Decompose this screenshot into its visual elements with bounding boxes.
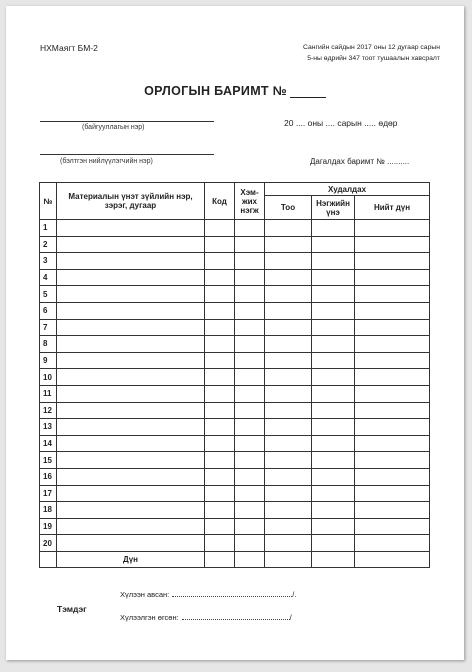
- material-cell[interactable]: [57, 452, 205, 469]
- delivered-end: /: [289, 613, 292, 622]
- total-price-cell[interactable]: [355, 336, 430, 353]
- row-number: 1: [40, 220, 57, 237]
- unit-price-cell[interactable]: [312, 435, 355, 452]
- unit-price-cell[interactable]: [312, 253, 355, 270]
- unit-cell[interactable]: [235, 485, 265, 502]
- code-cell[interactable]: [205, 468, 235, 485]
- unit-cell[interactable]: [235, 302, 265, 319]
- received-signature: [120, 589, 296, 599]
- total-price-cell[interactable]: [355, 319, 430, 336]
- row-number: 14: [40, 435, 57, 452]
- total-unit-cell[interactable]: [235, 551, 265, 567]
- code-cell[interactable]: [205, 369, 235, 386]
- row-number: 4: [40, 269, 57, 286]
- total-price-cell[interactable]: [355, 468, 430, 485]
- table-row: [40, 220, 430, 237]
- table-row: [40, 286, 430, 303]
- total-price-cell[interactable]: [355, 220, 430, 237]
- qty-cell[interactable]: [265, 402, 312, 419]
- qty-cell[interactable]: [265, 452, 312, 469]
- row-number: 15: [40, 452, 57, 469]
- table-row: [40, 236, 430, 253]
- supplier-caption: (бэлтгэн нийлүүлэгчийн нэр): [60, 158, 153, 165]
- total-code-cell[interactable]: [205, 551, 235, 567]
- total-price-cell[interactable]: [355, 535, 430, 552]
- code-cell[interactable]: [205, 286, 235, 303]
- code-cell[interactable]: [205, 220, 235, 237]
- date-line: 20 .... оны .... сарын ..... өдөр: [284, 118, 398, 128]
- unit-price-cell[interactable]: [312, 402, 355, 419]
- qty-cell[interactable]: [265, 302, 312, 319]
- unit-price-cell[interactable]: [312, 336, 355, 353]
- row-number: 16: [40, 468, 57, 485]
- approval-note: [303, 42, 440, 64]
- col-header-material: Материалын үнэт зүйлийн нэр, зэрэг, дугаар: [57, 183, 205, 220]
- unit-price-cell[interactable]: [312, 220, 355, 237]
- code-cell[interactable]: [205, 302, 235, 319]
- org-caption: (байгууллагын нэр): [82, 124, 145, 131]
- delivered-signature-field[interactable]: [182, 612, 290, 620]
- code-cell[interactable]: [205, 502, 235, 519]
- row-number: 17: [40, 485, 57, 502]
- unit-price-cell[interactable]: [312, 385, 355, 402]
- total-qty-cell[interactable]: [265, 551, 312, 567]
- material-cell[interactable]: [57, 336, 205, 353]
- table-row: [40, 385, 430, 402]
- row-number: 13: [40, 419, 57, 436]
- material-cell[interactable]: [57, 385, 205, 402]
- table-row: [40, 435, 430, 452]
- unit-cell[interactable]: [235, 269, 265, 286]
- row-number: 12: [40, 402, 57, 419]
- row-number: 18: [40, 502, 57, 519]
- qty-cell[interactable]: [265, 502, 312, 519]
- row-number: 11: [40, 385, 57, 402]
- material-cell[interactable]: [57, 269, 205, 286]
- title-text: ОРЛОГЫН БАРИМТ №: [144, 84, 287, 98]
- material-cell[interactable]: [57, 535, 205, 552]
- total-price-cell[interactable]: [355, 518, 430, 535]
- unit-cell[interactable]: [235, 236, 265, 253]
- code-cell[interactable]: [205, 485, 235, 502]
- qty-cell[interactable]: [265, 352, 312, 369]
- total-price-cell[interactable]: [355, 352, 430, 369]
- form-page: [6, 6, 464, 660]
- unit-price-cell[interactable]: [312, 518, 355, 535]
- row-number: 10: [40, 369, 57, 386]
- qty-cell[interactable]: [265, 253, 312, 270]
- unit-cell[interactable]: [235, 435, 265, 452]
- qty-cell[interactable]: [265, 286, 312, 303]
- col-header-unit-price: Нэгжийн үнэ: [312, 196, 355, 220]
- total-price-cell[interactable]: [355, 419, 430, 436]
- form-code: НХМаягт БМ-2: [40, 43, 98, 53]
- table-row: [40, 302, 430, 319]
- row-number: 7: [40, 319, 57, 336]
- col-header-purchase: Худалдах: [265, 183, 430, 196]
- unit-price-cell[interactable]: [312, 502, 355, 519]
- col-header-unit: Хэм-жих нэгж: [235, 183, 265, 220]
- unit-cell[interactable]: [235, 518, 265, 535]
- page-title: [6, 84, 464, 98]
- table-row: [40, 485, 430, 502]
- table-row: [40, 369, 430, 386]
- material-cell[interactable]: [57, 468, 205, 485]
- receipt-table: [39, 182, 430, 568]
- total-amount-cell[interactable]: [355, 551, 430, 567]
- material-cell[interactable]: [57, 369, 205, 386]
- code-cell[interactable]: [205, 236, 235, 253]
- qty-cell[interactable]: [265, 220, 312, 237]
- col-header-code: Код: [205, 183, 235, 220]
- col-header-total-price: Нийт дүн: [355, 196, 430, 220]
- row-number: 2: [40, 236, 57, 253]
- received-end: /.: [292, 590, 297, 599]
- table-row: [40, 518, 430, 535]
- table-row: [40, 269, 430, 286]
- material-cell[interactable]: [57, 319, 205, 336]
- material-cell[interactable]: [57, 286, 205, 303]
- material-cell[interactable]: [57, 419, 205, 436]
- table-row: [40, 253, 430, 270]
- total-price-cell[interactable]: [355, 385, 430, 402]
- unit-cell[interactable]: [235, 535, 265, 552]
- total-price-cell[interactable]: [355, 402, 430, 419]
- row-number: 5: [40, 286, 57, 303]
- unit-price-cell[interactable]: [312, 236, 355, 253]
- table-row: [40, 352, 430, 369]
- row-number: 19: [40, 518, 57, 535]
- unit-price-cell[interactable]: [312, 468, 355, 485]
- unit-cell[interactable]: [235, 385, 265, 402]
- delivered-label: Хүлээлгэн өгсөн:: [120, 613, 179, 622]
- total-price-cell[interactable]: [355, 286, 430, 303]
- received-signature-field[interactable]: [172, 589, 292, 597]
- code-cell[interactable]: [205, 402, 235, 419]
- qty-cell[interactable]: [265, 385, 312, 402]
- unit-cell[interactable]: [235, 402, 265, 419]
- material-cell[interactable]: [57, 435, 205, 452]
- total-unit-price-cell[interactable]: [312, 551, 355, 567]
- total-no-cell: [40, 551, 57, 567]
- total-price-cell[interactable]: [355, 369, 430, 386]
- unit-cell[interactable]: [235, 220, 265, 237]
- code-cell[interactable]: [205, 385, 235, 402]
- unit-cell[interactable]: [235, 369, 265, 386]
- unit-cell[interactable]: [235, 352, 265, 369]
- unit-price-cell[interactable]: [312, 369, 355, 386]
- unit-price-cell[interactable]: [312, 302, 355, 319]
- qty-cell[interactable]: [265, 269, 312, 286]
- row-number: 6: [40, 302, 57, 319]
- table-row: [40, 502, 430, 519]
- qty-cell[interactable]: [265, 535, 312, 552]
- unit-price-cell[interactable]: [312, 485, 355, 502]
- table-row: [40, 535, 430, 552]
- unit-price-cell[interactable]: [312, 352, 355, 369]
- qty-cell[interactable]: [265, 319, 312, 336]
- row-number: 9: [40, 352, 57, 369]
- total-price-cell[interactable]: [355, 302, 430, 319]
- material-cell[interactable]: [57, 253, 205, 270]
- row-number: 8: [40, 336, 57, 353]
- material-cell[interactable]: [57, 402, 205, 419]
- supplier-name-line[interactable]: [40, 154, 214, 155]
- table-row: [40, 336, 430, 353]
- material-cell[interactable]: [57, 502, 205, 519]
- table-row: [40, 468, 430, 485]
- code-cell[interactable]: [205, 452, 235, 469]
- total-price-cell[interactable]: [355, 452, 430, 469]
- total-price-cell[interactable]: [355, 253, 430, 270]
- unit-price-cell[interactable]: [312, 286, 355, 303]
- qty-cell[interactable]: [265, 419, 312, 436]
- unit-cell[interactable]: [235, 336, 265, 353]
- qty-cell[interactable]: [265, 518, 312, 535]
- code-cell[interactable]: [205, 336, 235, 353]
- material-cell[interactable]: [57, 236, 205, 253]
- material-cell[interactable]: [57, 518, 205, 535]
- code-cell[interactable]: [205, 518, 235, 535]
- unit-price-cell[interactable]: [312, 319, 355, 336]
- qty-cell[interactable]: [265, 485, 312, 502]
- unit-price-cell[interactable]: [312, 535, 355, 552]
- col-header-no: №: [40, 183, 57, 220]
- unit-price-cell[interactable]: [312, 419, 355, 436]
- unit-cell[interactable]: [235, 419, 265, 436]
- total-price-cell[interactable]: [355, 485, 430, 502]
- approval-line-2: 5-ны өдрийн 347 тоот тушаалын хавсралт: [307, 55, 440, 62]
- org-name-line[interactable]: [40, 121, 214, 122]
- qty-cell[interactable]: [265, 336, 312, 353]
- unit-cell[interactable]: [235, 468, 265, 485]
- unit-cell[interactable]: [235, 452, 265, 469]
- unit-cell[interactable]: [235, 319, 265, 336]
- table-row: [40, 319, 430, 336]
- unit-cell[interactable]: [235, 502, 265, 519]
- received-label: Хүлээн авсан:: [120, 590, 170, 599]
- total-label: Дүн: [57, 551, 205, 567]
- receipt-number-blank[interactable]: [290, 86, 326, 98]
- row-number: 3: [40, 253, 57, 270]
- unit-cell[interactable]: [235, 286, 265, 303]
- total-price-cell[interactable]: [355, 236, 430, 253]
- total-price-cell[interactable]: [355, 435, 430, 452]
- code-cell[interactable]: [205, 535, 235, 552]
- table-row: [40, 402, 430, 419]
- total-price-cell[interactable]: [355, 269, 430, 286]
- col-header-qty: Тоо: [265, 196, 312, 220]
- material-cell[interactable]: [57, 485, 205, 502]
- code-cell[interactable]: [205, 435, 235, 452]
- qty-cell[interactable]: [265, 369, 312, 386]
- attachment-doc-number: Дагалдах баримт № ..........: [310, 157, 410, 166]
- row-number: 20: [40, 535, 57, 552]
- unit-price-cell[interactable]: [312, 452, 355, 469]
- code-cell[interactable]: [205, 319, 235, 336]
- seal-label: Тэмдэг: [57, 604, 87, 614]
- unit-price-cell[interactable]: [312, 269, 355, 286]
- table-row: [40, 419, 430, 436]
- table-row: [40, 452, 430, 469]
- material-cell[interactable]: [57, 352, 205, 369]
- material-cell[interactable]: [57, 302, 205, 319]
- code-cell[interactable]: [205, 419, 235, 436]
- code-cell[interactable]: [205, 253, 235, 270]
- qty-cell[interactable]: [265, 236, 312, 253]
- code-cell[interactable]: [205, 269, 235, 286]
- material-cell[interactable]: [57, 220, 205, 237]
- code-cell[interactable]: [205, 352, 235, 369]
- approval-line-1: Сангийн сайдын 2017 оны 12 дугаар сарын: [303, 44, 440, 51]
- qty-cell[interactable]: [265, 435, 312, 452]
- qty-cell[interactable]: [265, 468, 312, 485]
- unit-cell[interactable]: [235, 253, 265, 270]
- total-price-cell[interactable]: [355, 502, 430, 519]
- delivered-signature: [120, 612, 292, 622]
